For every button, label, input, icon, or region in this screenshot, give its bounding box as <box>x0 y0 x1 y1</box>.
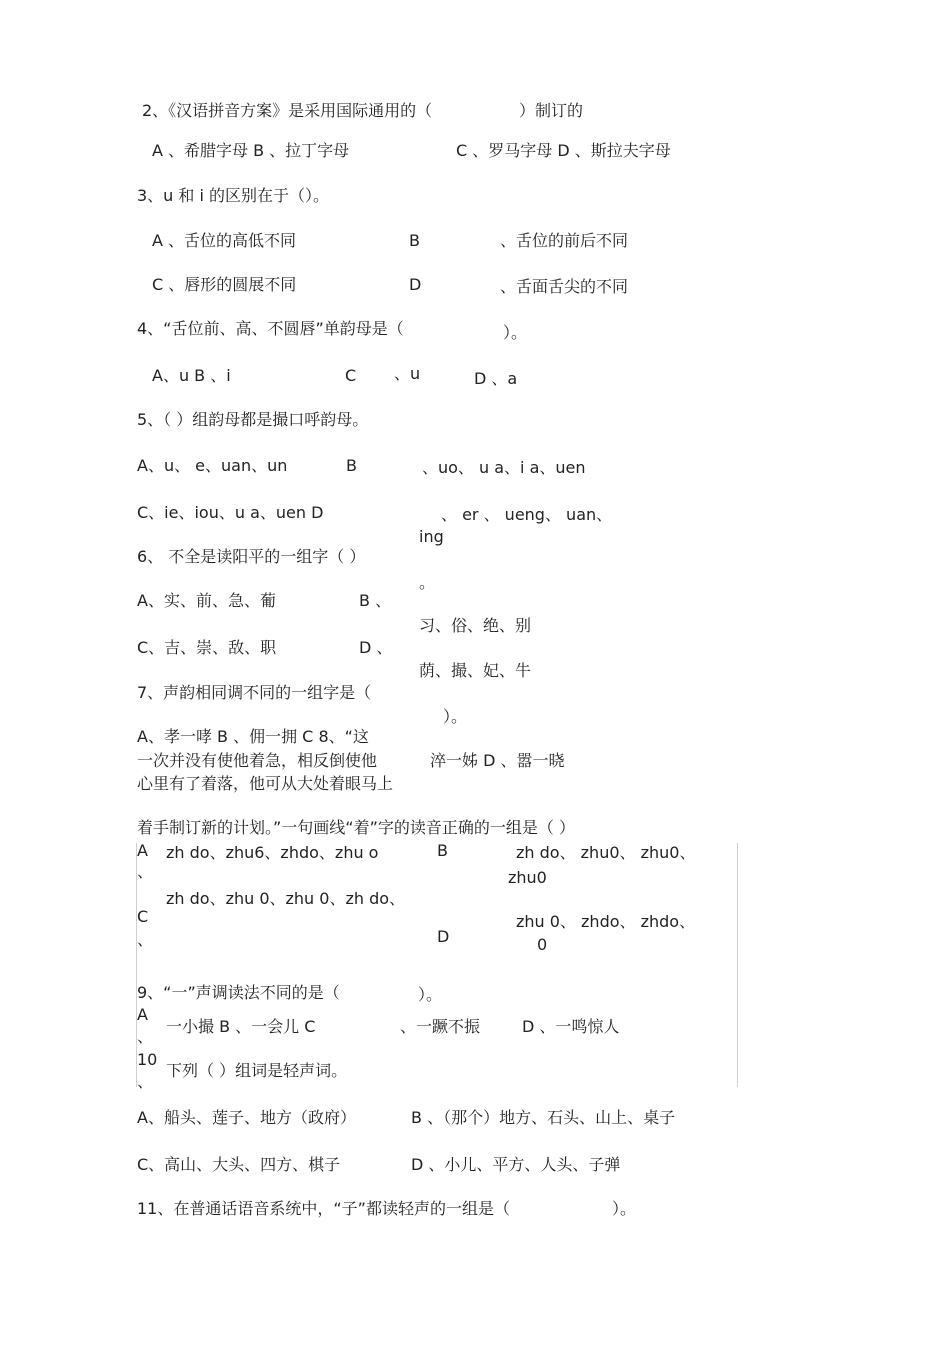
q8-option-a-letter: A <box>137 841 148 860</box>
q4-option-c: 、u <box>394 364 421 383</box>
q8-option-a-sep: 、 <box>137 862 154 881</box>
q11-stem: 11、在普通话语音系统中，“子”都读轻声的一组是（ <box>137 1199 510 1218</box>
q7-stem: 7、声韵相同调不同的一组字是（ <box>137 683 372 702</box>
q6-option-b: 习、俗、绝、别 <box>419 616 532 635</box>
q3-option-b: 、舌位的前后不同 <box>500 231 629 250</box>
q9-option-a-sep: 、 <box>137 1027 154 1046</box>
q9-option-c: 、一蹶不振 <box>400 1017 481 1036</box>
q5-option-b-letter: B <box>346 456 357 475</box>
q8-stem: 着手制订新的计划。”一句画线“着”字的读音正确的一组是（ ） <box>137 818 575 837</box>
q6-stem: 6、 不全是读阳平的一组字（ ） <box>137 547 366 566</box>
q7-options-line1: A、孝一哮 B 、佣一拥 C 8、“这 <box>137 727 369 746</box>
q8-option-a: zh do、zhu6、zhdo、zhu o <box>166 843 379 862</box>
q4-option-d: D 、a <box>474 369 518 388</box>
q8-option-d-cont: 0 <box>537 935 548 954</box>
q8-option-c-letter: C <box>137 907 149 926</box>
q8-option-d-letter: D <box>437 927 450 946</box>
q10-option-b: B 、（那个）地方、石头、山上、桌子 <box>411 1108 676 1127</box>
q3-option-d: 、舌面舌尖的不同 <box>500 277 629 296</box>
q8-option-d: zhu 0、 zhdo、 zhdo、 <box>516 912 696 931</box>
q5-option-a: A、u、 e、uan、un <box>137 456 288 475</box>
q2-stem: 2、《汉语拼音方案》是采用国际通用的（ <box>142 101 433 120</box>
q9-option-a-letter: A <box>137 1005 148 1024</box>
q11-stem-end: ）。 <box>612 1199 637 1218</box>
q7-text-line3: 心里有了着落，他可从大处着眼马上 <box>137 774 394 793</box>
q6-stem-end: 。 <box>419 573 436 592</box>
q8-option-c-sep: 、 <box>137 930 154 949</box>
q3-option-d-letter: D <box>409 275 422 294</box>
q3-option-c: C 、唇形的圆展不同 <box>152 275 297 294</box>
q4-stem: 4、“舌位前、高、不圆唇”单韵母是（ <box>137 319 404 338</box>
q8-option-c: zh do、zhu 0、zhu 0、zh do、 <box>166 889 406 908</box>
q6-option-a: A、实、前、急、葡 <box>137 591 276 610</box>
q4-stem-end: ）。 <box>503 323 528 342</box>
q9-stem-end: ）。 <box>418 985 443 1004</box>
q7-options-right: 淬一姊 D 、嚣一晓 <box>430 751 565 770</box>
q2-options-ab: A 、希腊字母 B 、拉丁字母 <box>152 141 350 160</box>
q5-option-d-cont: ing <box>419 527 444 546</box>
q5-stem: 5、（ ）组韵母都是撮口呼韵母。 <box>137 410 369 429</box>
q10-option-c: C、高山、大头、四方、棋子 <box>137 1155 341 1174</box>
q9-option-d: D 、一鸣惊人 <box>522 1017 620 1036</box>
q2-stem-end: ）制订的 <box>519 101 584 120</box>
q4-options-ab: A、u B 、i <box>152 366 231 385</box>
q2-options-cd: C 、罗马字母 D 、斯拉夫字母 <box>456 141 671 160</box>
q9-options-abc: 一小撮 B 、一会儿 C <box>166 1017 316 1036</box>
q9-stem: 9、“一”声调读法不同的是（ <box>137 983 340 1002</box>
q10-number-sep: 、 <box>137 1072 154 1091</box>
q3-option-a: A 、舌位的高低不同 <box>152 231 297 250</box>
q7-text-line2: 一次并没有使他着急，相反倒使他 <box>137 751 378 770</box>
q3-stem: 3、u 和 i 的区别在于（）。 <box>137 186 330 205</box>
q8-option-b-cont: zhu0 <box>508 868 547 887</box>
q10-option-d: D 、小儿、平方、人头、子弹 <box>411 1155 621 1174</box>
q10-number: 10 <box>137 1050 158 1069</box>
q5-option-d: 、 er 、 ueng、 uan、 <box>441 505 613 524</box>
q6-option-d: 荫、撮、妃、牛 <box>419 661 532 680</box>
q5-option-b: 、uo、 u a、i a、uen <box>422 458 586 477</box>
q10-stem: 下列（ ）组词是轻声词。 <box>166 1061 348 1080</box>
q6-option-b-letter: B 、 <box>359 591 392 610</box>
q3-option-b-letter: B <box>409 231 420 250</box>
q7-stem-end: ）。 <box>443 707 468 726</box>
q6-option-d-letter: D 、 <box>359 638 393 657</box>
q5-options-cd: C、ie、iou、u a、uen D <box>137 503 324 522</box>
column-divider-right <box>737 843 738 1087</box>
q6-option-c: C、吉、崇、敌、职 <box>137 638 277 657</box>
q8-option-b: zh do、 zhu0、 zhu0、 <box>516 843 696 862</box>
q10-option-a: A、船头、莲子、地方（政府） <box>137 1108 356 1127</box>
q8-option-b-letter: B <box>437 841 448 860</box>
q4-option-c-letter: C <box>345 366 357 385</box>
